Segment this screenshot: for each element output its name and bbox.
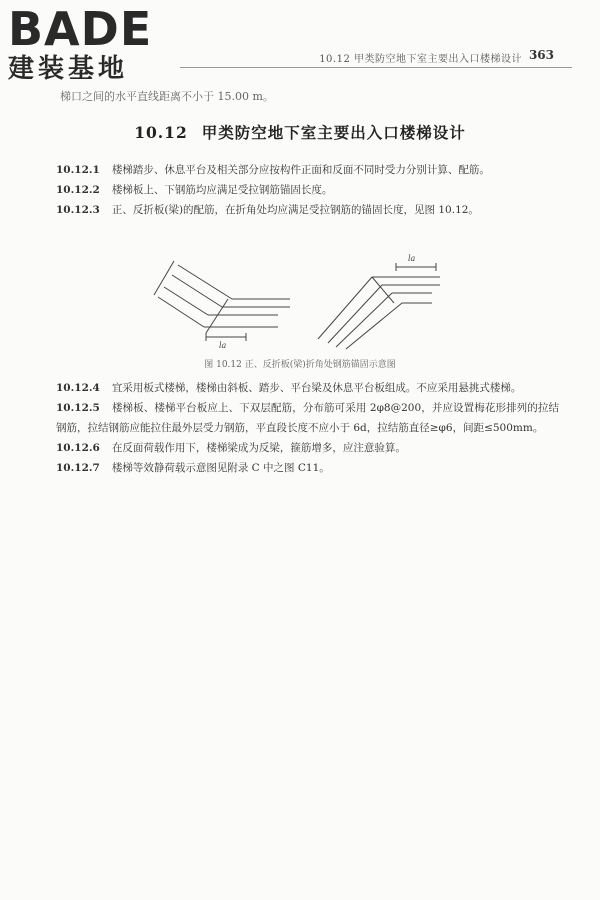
section-title <box>0 121 600 143</box>
paragraph-text: 楼梯板、楼梯平台板应上、下双层配筋，分布筋可采用 2φ8@200，并应设置梅花形排列的拉结钢筋，拉结钢筋应能拉住最外层受力钢筋，平直段长度不应小于 6d，拉结筋直径≥φ6，间距≤500mm。 <box>56 402 559 434</box>
paragraph <box>56 438 559 458</box>
paragraph <box>56 378 559 398</box>
paragraphs-top <box>56 160 559 220</box>
figure-caption: 图 10.12 正、反折板(梁)折角处钢筋锚固示意图 <box>204 360 396 370</box>
paragraph-text: 楼梯踏步、休息平台及相关部分应按构件正面和反面不同时受力分别计算、配筋。 <box>111 164 490 176</box>
paragraph <box>56 458 559 478</box>
paragraph-text: 宜采用板式楼梯，楼梯由斜板、踏步、平台梁及休息平台板组成。不应采用悬挑式楼梯。 <box>111 382 522 394</box>
logo-subtitle: 建装基地 <box>8 54 129 84</box>
paragraph-text: 楼梯板上、下钢筋均应满足受拉钢筋锚固长度。 <box>111 184 333 196</box>
paragraph-number: 10.12.2 <box>56 184 100 196</box>
paragraph <box>56 160 559 180</box>
logo <box>8 2 178 84</box>
paragraphs-bottom <box>56 378 559 478</box>
paragraph-number: 10.12.5 <box>56 402 100 414</box>
cut-off-text-line: 梯口之间的水平直线距离不小于 15.00 m。 <box>60 90 274 103</box>
paragraph <box>56 200 559 220</box>
paragraph <box>56 180 559 200</box>
paragraph-number: 10.12.4 <box>56 382 100 394</box>
paragraph-number: 10.12.3 <box>56 204 100 216</box>
running-header-title: 10.12 甲类防空地下室主要出入口楼梯设计 <box>319 54 522 65</box>
section-number: 10.12 <box>134 123 188 142</box>
logo-brand: BADE <box>8 2 153 56</box>
header-rule <box>180 67 572 68</box>
rebar-diagram-svg <box>150 247 450 352</box>
rebar-anchorage-figure <box>150 247 450 352</box>
paragraph-text: 楼梯等效静荷载示意图见附录 C 中之图 C11。 <box>111 462 330 474</box>
section-heading: 甲类防空地下室主要出入口楼梯设计 <box>201 123 466 142</box>
paragraph-number: 10.12.7 <box>56 462 100 474</box>
anchorage-length-label-right: la <box>408 254 416 263</box>
paragraph-text: 正、反折板(梁)的配筋，在折角处均应满足受拉钢筋的锚固长度，见图 10.12。 <box>111 204 479 216</box>
paragraph-number: 10.12.6 <box>56 442 100 454</box>
paragraph-text: 在反面荷载作用下，楼梯梁成为反梁，箍筋增多，应注意验算。 <box>111 442 406 454</box>
page-number: 363 <box>528 48 554 62</box>
paragraph-number: 10.12.1 <box>56 164 100 176</box>
anchorage-length-label-left: la <box>219 341 227 350</box>
paragraph <box>56 398 559 438</box>
